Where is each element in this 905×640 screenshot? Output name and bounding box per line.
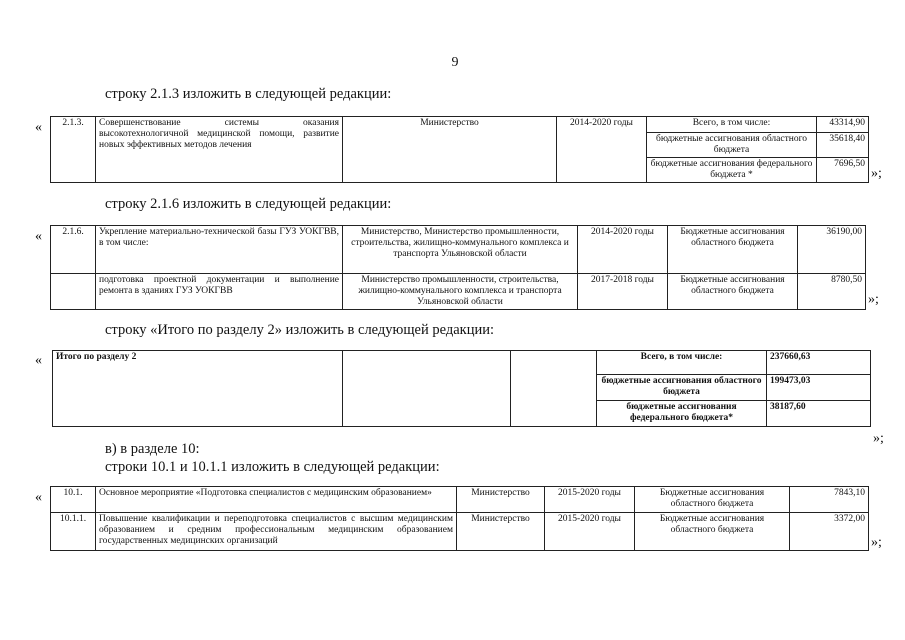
activity-name: подготовка проектной документации и выполнение ремонта в зданиях ГУЗ УОКГВВ — [96, 274, 343, 310]
heading-total-section-2: строку «Итого по разделу 2» изложить в следующей редакции: — [105, 322, 495, 338]
total-label: Итого по разделу 2 — [53, 351, 343, 427]
table-row-2-1-3 — [50, 116, 869, 183]
heading-2-1-6: строку 2.1.6 изложить в следующей редакции: — [105, 196, 392, 212]
period: 2017-2018 годы — [578, 274, 668, 310]
period: 2015-2020 годы — [545, 487, 635, 513]
heading-section-10: в) в разделе 10: — [105, 441, 200, 457]
funding-label: бюджетные ассигнования федерального бюджета* — [597, 401, 767, 427]
quote-open-1: « — [35, 120, 42, 135]
quote-open-2: « — [35, 229, 42, 244]
funding-value: 3372,00 — [790, 513, 869, 551]
funding-source: Бюджетные ассигнования областного бюджета — [668, 274, 798, 310]
executor: Министерство — [343, 117, 557, 183]
funding-label: Всего, в том числе: — [597, 351, 767, 375]
table-total-section-2 — [52, 350, 871, 427]
row-number — [51, 274, 96, 310]
executor: Министерство промышленности, строительства, жилищно-коммунального комплекса и транспорта Ульяновской области — [343, 274, 578, 310]
funding-value: 7843,10 — [790, 487, 869, 513]
row-number: 10.1.1. — [51, 513, 96, 551]
funding-value: 36190,00 — [798, 226, 866, 274]
period: 2014-2020 годы — [578, 226, 668, 274]
heading-2-1-3: строку 2.1.3 изложить в следующей редакции: — [105, 86, 392, 102]
table-rows-10-1 — [50, 486, 869, 551]
quote-close-2: »; — [868, 292, 879, 307]
empty-cell — [343, 351, 511, 427]
period: 2015-2020 годы — [545, 513, 635, 551]
funding-label: бюджетные ассигнования областного бюджета — [647, 133, 817, 158]
table-row-2-1-6 — [50, 225, 866, 310]
funding-value: 43314,90 — [817, 117, 869, 133]
page-number: 9 — [451, 55, 459, 70]
funding-source: Бюджетные ассигнования областного бюджета — [635, 487, 790, 513]
activity-name: Основное мероприятие «Подготовка специалистов с медицинским образованием» — [96, 487, 457, 513]
quote-close-3: »; — [873, 431, 884, 446]
funding-value: 7696,50 — [817, 158, 869, 183]
row-number: 10.1. — [51, 487, 96, 513]
funding-value: 38187,60 — [767, 401, 871, 427]
funding-source: Бюджетные ассигнования областного бюджета — [635, 513, 790, 551]
executor: Министерство — [457, 487, 545, 513]
activity-name: Совершенствование системы оказания высокотехнологичной медицинской помощи, развитие новых эффективных методов лечения — [96, 117, 343, 183]
quote-close-1: »; — [871, 166, 882, 181]
funding-value: 237660,63 — [767, 351, 871, 375]
activity-name: Повышение квалификации и переподготовка специалистов с высшим медицинским образованием и средним профессиональным медицинским образованием государственных медицинских организаций — [96, 513, 457, 551]
quote-close-4: »; — [871, 535, 882, 550]
funding-label: бюджетные ассигнования федерального бюджета * — [647, 158, 817, 183]
quote-open-4: « — [35, 490, 42, 505]
funding-source: Бюджетные ассигнования областного бюджета — [668, 226, 798, 274]
funding-value: 199473,03 — [767, 375, 871, 401]
activity-name: Укрепление материально-технической базы ГУЗ УОКГВВ, в том числе: — [96, 226, 343, 274]
executor: Министерство — [457, 513, 545, 551]
period: 2014-2020 годы — [557, 117, 647, 183]
empty-cell — [511, 351, 597, 427]
row-number: 2.1.6. — [51, 226, 96, 274]
quote-open-3: « — [35, 353, 42, 368]
funding-value: 35618,40 — [817, 133, 869, 158]
funding-value: 8780,50 — [798, 274, 866, 310]
executor: Министерство, Министерство промышленности, строительства, жилищно-коммунального комплекса и транспорта Ульяновской области — [343, 226, 578, 274]
funding-label: Всего, в том числе: — [647, 117, 817, 133]
row-number: 2.1.3. — [51, 117, 96, 183]
funding-label: бюджетные ассигнования областного бюджета — [597, 375, 767, 401]
heading-rows-10-1: строки 10.1 и 10.1.1 изложить в следующей редакции: — [105, 459, 440, 475]
